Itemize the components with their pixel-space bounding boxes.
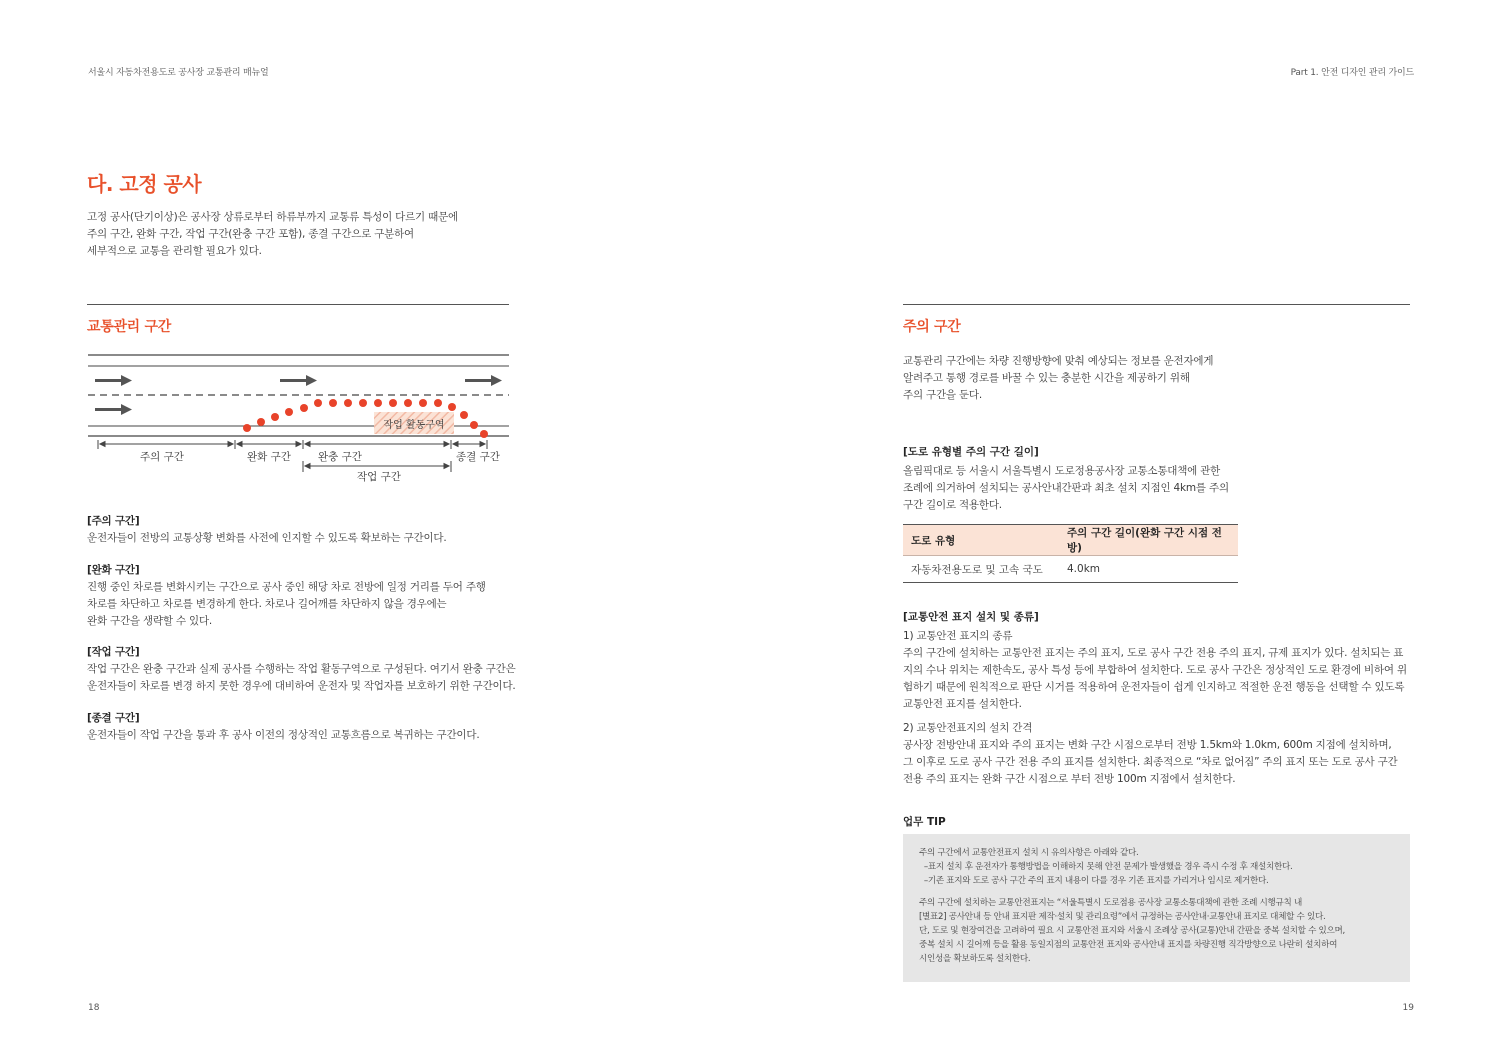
signs-heading: [교통안전 표지 설치 및 종류] [903, 611, 1039, 623]
tip-line: –표지 설치 후 운전자가 통행방법을 이해하지 못해 안전 문제가 발생했을 경우 즉시 수정 후 재설치한다. [919, 862, 1293, 872]
cone-marker [314, 399, 322, 407]
road-type-heading: [도로 유형별 주의 구간 길이] [903, 446, 1039, 458]
intro-paragraph [87, 209, 507, 260]
zone-label-caution: 주의 구간 [140, 451, 184, 463]
cone-marker [271, 413, 279, 421]
cone-marker [448, 403, 456, 411]
table-header-cell: 도로 유형 [903, 525, 1059, 556]
tip-line: 단, 도로 및 현장여건을 고려하여 필요 시 교통안전 표지와 서울시 조례상 공사(교통)안내 간판을 중복 설치할 수 있으며, [919, 926, 1345, 936]
subsection-title: 2) 교통안전표지의 설치 간격 [903, 722, 1033, 734]
definition-line: 운전자들이 전방의 교통상황 변화를 사전에 인지할 수 있도록 확보하는 구간이다. [87, 532, 447, 544]
running-header-right: Part 1. 안전 디자인 관리 가이드 [1290, 68, 1414, 78]
cone-marker [257, 418, 265, 426]
cone-marker [480, 430, 488, 438]
tip-line: 시인성을 확보하도록 설치한다. [919, 954, 1031, 964]
table-cell: 4.0km [1059, 556, 1238, 583]
zone-label-termination: 종결 구간 [456, 451, 500, 463]
paragraph-line: 조례에 의거하여 설치되는 공사안내간판과 최초 설치 지점인 4km를 주의 [903, 482, 1229, 494]
paragraph-line: 주의 구간에 설치하는 교통안전 표지는 주의 표지, 도로 공사 구간 전용 주의 표지, 규제 표지가 있다. 설치되는 표 [903, 647, 1404, 659]
definition-termination [87, 710, 527, 744]
cone-marker [329, 399, 337, 407]
paragraph-line: 구간 길이로 적용한다. [903, 499, 1002, 511]
road-type-paragraph [903, 463, 1403, 514]
tip-line: 중복 설치 시 길어깨 등을 활용 동일지점의 교통안전 표지와 공사안내 표지를 차량진행 직각방향으로 나란히 설치하여 [919, 940, 1338, 950]
table-header-row [903, 525, 1238, 556]
direction-arrow-icon [465, 375, 502, 386]
table-cell: 자동차전용도로 및 고속 국도 [903, 556, 1059, 583]
tip-line: 주의 구간에서 교통안전표지 설치 시 유의사항은 아래와 같다. [919, 848, 1139, 858]
cone-marker [460, 411, 468, 419]
intro-line: 주의 구간, 완화 구간, 작업 구간(완충 구간 포함), 종결 구간으로 구분하여 [87, 228, 414, 240]
paragraph-line: 그 이후로 도로 공사 구간 전용 주의 표지를 설치한다. 최종적으로 “차로 없어짐” 주의 표지 또는 도로 공사 구간 [903, 756, 1398, 768]
subsection-title: 1) 교통안전 표지의 종류 [903, 630, 1013, 642]
definition-transition [87, 562, 527, 630]
running-header-left: 서울시 자동차전용도로 공사장 교통관리 매뉴얼 [88, 68, 269, 78]
intro-line: 고정 공사(단기이상)은 공사장 상류로부터 하류부까지 교통류 특성이 다르기 때문에 [87, 211, 458, 223]
definition-line: 진행 중인 차로를 변화시키는 구간으로 공사 중인 해당 차로 전방에 일정 거리를 두어 주행 [87, 581, 486, 593]
definition-work [87, 644, 527, 695]
traffic-zone-diagram [87, 348, 511, 488]
table-row [903, 556, 1238, 583]
paragraph-line: 알려주고 통행 경로를 바꿀 수 있는 충분한 시간을 제공하기 위해 [903, 372, 1190, 384]
paragraph-line: 지의 수나 위치는 제한속도, 공사 특성 등에 부합하여 설치한다. 도로 공사 구간은 정상적인 도로 환경에 비하여 위 [903, 664, 1407, 676]
direction-arrow-icon [95, 375, 132, 386]
definition-line: 차로를 차단하고 차로를 변경하게 한다. 차로나 길어깨를 차단하지 않을 경우에는 [87, 598, 447, 610]
cone-marker [359, 399, 367, 407]
direction-arrow-icon [280, 375, 317, 386]
cone-marker [300, 404, 308, 412]
paragraph-line: 올림픽대로 등 서울시 서울특별시 도로정용공사장 교통소통대책에 관한 [903, 465, 1221, 477]
definition-line: 운전자들이 차로를 변경 하지 못한 경우에 대비하여 운전자 및 작업자를 보호하기 위한 구간이다. [87, 680, 516, 692]
paragraph-line: 주의 구간을 둔다. [903, 389, 983, 401]
cone-marker [404, 399, 412, 407]
cone-marker [243, 424, 251, 432]
cone-marker [285, 408, 293, 416]
work-zone-label: 작업 활동구역 [383, 420, 445, 431]
tip-line: –기존 표지와 도로 공사 구간 주의 표지 내용이 다를 경우 기존 표지를 가리거나 임시로 제거한다. [919, 876, 1269, 886]
definition-heading: [완화 구간] [87, 564, 140, 576]
cone-marker [344, 399, 352, 407]
intro-line: 세부적으로 교통을 관리할 필요가 있다. [87, 245, 262, 257]
definition-heading: [작업 구간] [87, 646, 140, 658]
section-divider [903, 304, 1410, 305]
cone-marker [389, 399, 397, 407]
section-divider [87, 304, 509, 305]
section-title-caution-zone: 주의 구간 [903, 319, 961, 335]
cone-marker [374, 399, 382, 407]
page-number-left: 18 [88, 1003, 100, 1013]
page-number-right: 19 [1402, 1003, 1414, 1013]
definition-heading: [종결 구간] [87, 712, 140, 724]
caution-zone-intro [903, 353, 1403, 404]
paragraph-line: 공사장 전방안내 표지와 주의 표지는 변화 구간 시점으로부터 전방 1.5km와 1.0km, 600m 지점에 설치하며, [903, 739, 1392, 751]
definition-line: 완화 구간을 생략할 수 있다. [87, 615, 213, 627]
definition-line: 작업 구간은 완충 구간과 실제 공사를 수행하는 작업 활동구역으로 구성된다. 여기서 완충 구간은 [87, 663, 516, 675]
caution-length-table [903, 524, 1238, 583]
paragraph-line: 험하기 때문에 원칙적으로 판단 시거를 적용하여 운전자들이 쉽게 인지하고 적절한 운전 행동을 선택할 수 있도록 [903, 681, 1405, 693]
zone-label-buffer: 완충 구간 [318, 451, 362, 463]
section-title-traffic-zones: 교통관리 구간 [87, 319, 171, 335]
signs-section-1 [903, 628, 1413, 713]
signs-section-2 [903, 720, 1413, 788]
direction-arrow-icon [95, 404, 132, 415]
page-title: 다. 고정 공사 [87, 172, 202, 196]
paragraph-line: 교통안전 표지를 설치한다. [903, 698, 1022, 710]
tip-box [903, 834, 1410, 982]
tip-line: [별표2] 공사안내 등 안내 표지판 제작·설치 및 관리요령”에서 규정하는 공사안내·교통안내 표지로 대체할 수 있다. [919, 912, 1326, 922]
paragraph-line: 전용 주의 표지는 완화 구간 시점으로 부터 전방 100m 지점에서 설치한다. [903, 773, 1236, 785]
cone-marker [419, 399, 427, 407]
cone-marker [470, 421, 478, 429]
zone-label-transition: 완화 구간 [247, 451, 291, 463]
tip-line: 주의 구간에 설치하는 교통안전표지는 “서울특별시 도로점용 공사장 교통소통대책에 관한 조례 시행규칙 내 [919, 898, 1302, 908]
zone-label-work-section: 작업 구간 [357, 471, 401, 483]
table-header-cell: 주의 구간 길이(완화 구간 시점 전방) [1059, 525, 1238, 556]
definition-caution [87, 513, 527, 547]
cone-marker [434, 399, 442, 407]
tip-title: 업무 TIP [903, 816, 946, 828]
definition-heading: [주의 구간] [87, 515, 140, 527]
paragraph-line: 교통관리 구간에는 차량 진행방향에 맞춰 예상되는 정보를 운전자에게 [903, 355, 1214, 367]
definition-line: 운전자들이 작업 구간을 통과 후 공사 이전의 정상적인 교통흐름으로 복귀하는 구간이다. [87, 729, 480, 741]
